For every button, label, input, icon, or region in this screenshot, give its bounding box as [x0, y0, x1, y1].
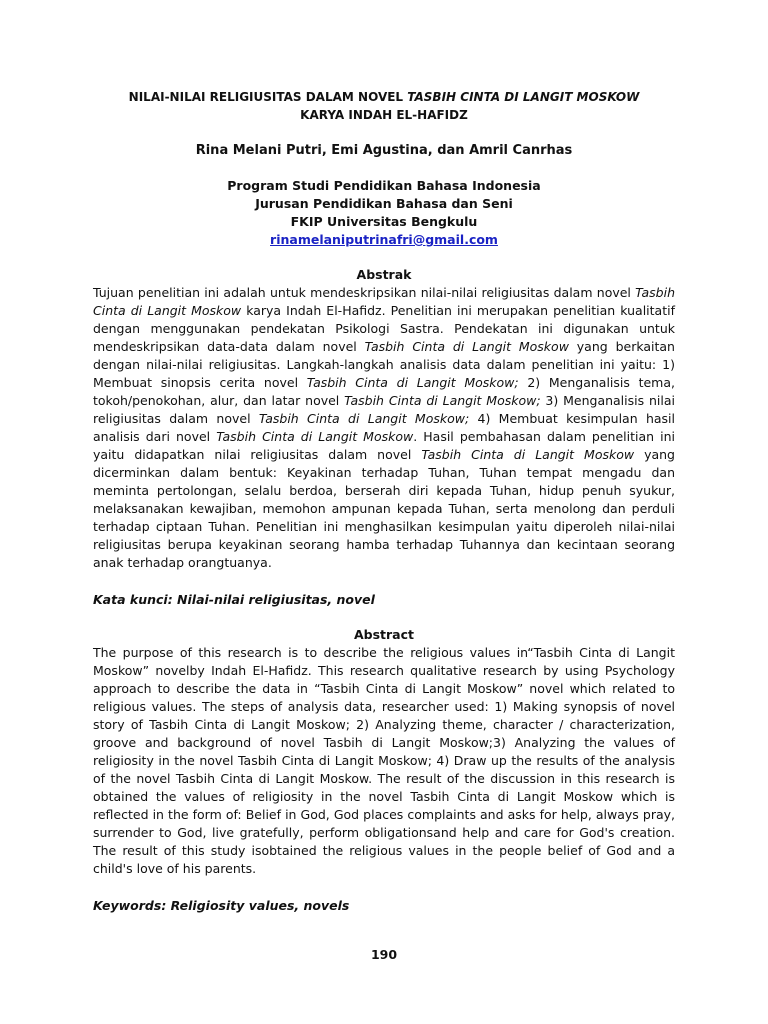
title-novel-name: TASBIH CINTA DI LANGIT MOSKOW	[407, 90, 640, 104]
kata-kunci: Kata kunci: Nilai-nilai religiusitas, novel	[93, 592, 375, 607]
author-email-link[interactable]: rinamelaniputrinafri@gmail.com	[270, 232, 498, 247]
affiliation-university: FKIP Universitas Bengkulu	[290, 214, 478, 229]
title-line-2: KARYA INDAH EL-HAFIDZ	[300, 108, 468, 122]
title-line-1: NILAI-NILAI RELIGIUSITAS DALAM NOVEL TASBIH CINTA DI LANGIT MOSKOW	[128, 90, 640, 104]
paper-page	[93, 88, 675, 915]
page-number: 190	[370, 947, 398, 962]
affiliation-block	[93, 177, 675, 249]
abstrak-heading: Abstrak	[356, 267, 412, 282]
abstrak-body: Tujuan penelitian ini adalah untuk mendeskripsikan nilai-nilai religiusitas dalam novel Tasbih Cinta di Langit Moskow karya Indah El-Hafidz. Penelitian ini merupakan penelitian kualitatif dengan menggunakan pendekatan Psikologi Sastra. Pendekatan ini digunakan untuk mendeskripsikan data-data dalam novel Tasbih Cinta di Langit Moskow yang berkaitan dengan nilai-nilai religiusitas. Langkah-langkah analisis data dalam penelitian ini yaitu: 1) Membuat sinopsis cerita novel Tasbih Cinta di Langit Moskow; 2) Menganalisis tema, tokoh/penokohan, alur, dan latar novel Tasbih Cinta di Langit Moskow; 3) Menganalisis nilai religiusitas dalam novel Tasbih Cinta di Langit Moskow; 4) Membuat kesimpulan hasil analisis dari novel Tasbih Cinta di Langit Moskow. Hasil pembahasan dalam penelitian ini yaitu didapatkan nilai religiusitas dalam novel Tasbih Cinta di Langit Moskow yang dicerminkan dalam bentuk: Keyakinan terhadap Tuhan, Tuhan tempat mengadu dan meminta pertolongan, selalu berdoa, berserah diri kepada Tuhan, hidup penuh syukur, melaksanakan kewajiban, memohon ampunan kepada Tuhan, serta menolong dan perduli terhadap ciptaan Tuhan. Penelitian ini menghasilkan kesimpulan yaitu diperoleh nilai-nilai religiusitas berupa keyakinan seorang hamba terhadap Tuhannya dan kecintaan seorang anak terhadap orangtuanya.	[93, 285, 675, 570]
author-list: Rina Melani Putri, Emi Agustina, dan Amril Canrhas	[195, 143, 573, 158]
affiliation-department: Jurusan Pendidikan Bahasa dan Seni	[255, 196, 513, 211]
abstract-heading: Abstract	[353, 627, 415, 642]
affiliation-program: Program Studi Pendidikan Bahasa Indonesia	[227, 178, 541, 193]
keywords: Keywords: Religiosity values, novels	[93, 898, 350, 913]
abstract-body: The purpose of this research is to describe the religious values in“Tasbih Cinta di Langit Moskow” novelby Indah El-Hafidz. This research qualitative research by using Psychology approach to describe the data in “Tasbih Cinta di Langit Moskow” novel which related to religious values. The steps of analysis data, researcher used: 1) Making synopsis of novel story of Tasbih Cinta di Langit Moskow; 2) Analyzing theme, character / characterization, groove and background of novel Tasbih di Langit Moskow;3) Analyzing the values of religiosity in the novel Tasbih Cinta di Langit Moskow; 4) Draw up the results of the analysis of the novel Tasbih Cinta di Langit Moskow. The result of the discussion in this research is obtained the values of religiosity in the novel Tasbih Cinta di Langit Moskow which is reflected in the form of: Belief in God, God places complaints and asks for help, always pray, surrender to God, live gratefully, perform obligationsand help and care for God's creation. The result of this study isobtained the religious values in the people belief of God and a child's love of his parents.	[93, 645, 675, 876]
paper-title	[93, 88, 675, 124]
